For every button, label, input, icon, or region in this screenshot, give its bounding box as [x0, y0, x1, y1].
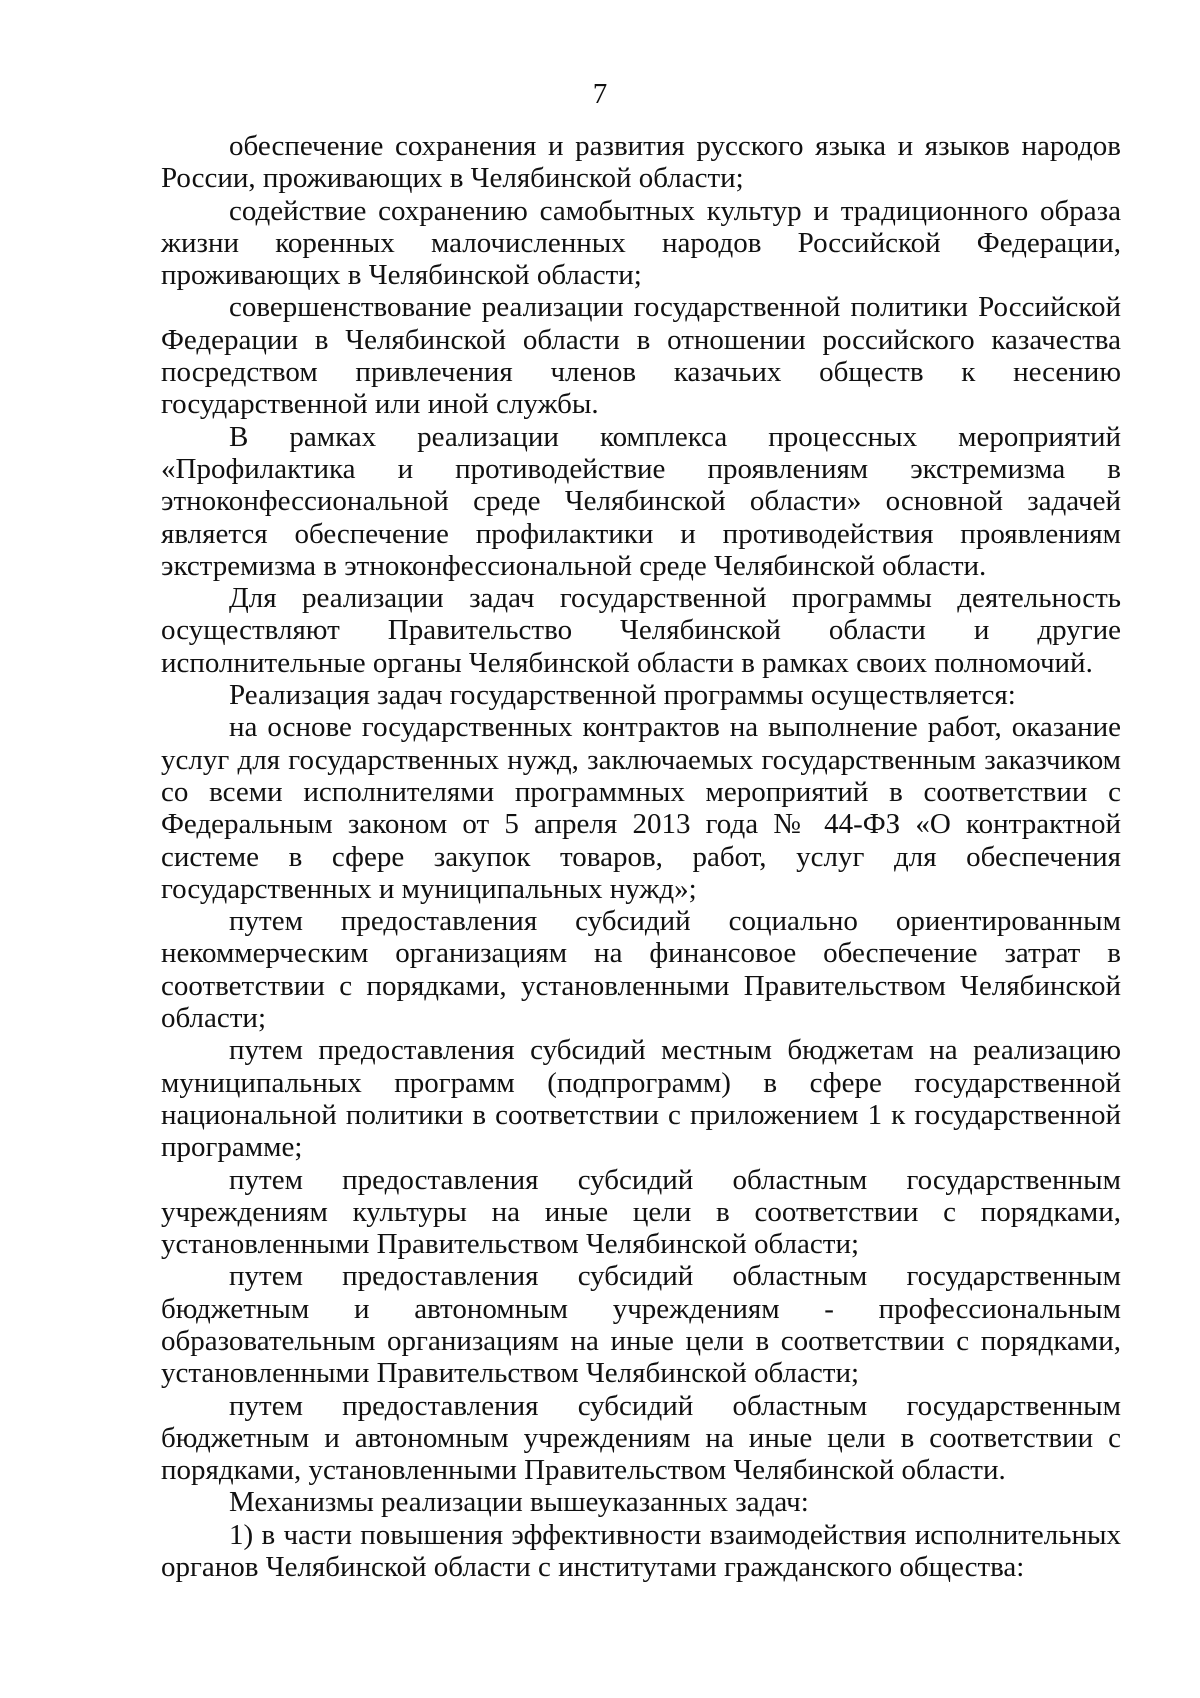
paragraph: путем предоставления субсидий областным государственным бюджетным и автономным учреждениям на иные цели в соответствии с порядками, установленными Правительством Челябинской области.: [161, 1389, 1121, 1487]
paragraph: на основе государственных контрактов на выполнение работ, оказание услуг для государственных нужд, заключаемых государственным заказчиком со всеми исполнителями программных мероприятий в соответствии с Федеральным законом от 5 апреля 2013 года № 44-ФЗ «О контрактной системе в сфере закупок товаров, работ, услуг для обеспечения государственных и муниципальных нужд»;: [161, 711, 1121, 905]
paragraph: совершенствование реализации государственной политики Российской Федерации в Челябинской области в отношении российского казачества посредством привлечения членов казачьих обществ к несению государственной или иной службы.: [161, 291, 1121, 421]
paragraph: Для реализации задач государственной программы деятельность осуществляют Правительство Челябинской области и другие исполнительные органы Челябинской области в рамках своих полномочий.: [161, 582, 1121, 679]
paragraph: путем предоставления субсидий местным бюджетам на реализацию муниципальных программ (подпрограмм) в сфере государственной национальной политики в соответствии с приложением 1 к государственной программе;: [161, 1034, 1121, 1164]
paragraph: путем предоставления субсидий областным государственным учреждениям культуры на иные цели в соответствии с порядками, установленными Правительством Челябинской области;: [161, 1163, 1121, 1261]
paragraph: путем предоставления субсидий социально ориентированным некоммерческим организациям на финансовое обеспечение затрат в соответствии с порядками, установленными Правительством Челябинской области;: [161, 905, 1121, 1035]
paragraph: В рамках реализации комплекса процессных мероприятий «Профилактика и противодействие проявлениям экстремизма в этноконфессиональной среде Челябинской области» основной задачей является обеспечение профилактики и противодействия проявлениям экстремизма в этноконфессиональной среде Челябинской области.: [161, 420, 1121, 582]
document-body: [161, 130, 1121, 1583]
page-number: 7: [592, 78, 608, 110]
paragraph: путем предоставления субсидий областным государственным бюджетным и автономным учреждениям - профессиональным образовательным организациям на иные цели в соответствии с порядками, установленными Правительством Челябинской области;: [161, 1260, 1121, 1390]
paragraph: 1) в части повышения эффективности взаимодействия исполнительных органов Челябинской области с институтами гражданского общества:: [161, 1518, 1121, 1584]
paragraph: Механизмы реализации вышеуказанных задач:: [229, 1486, 809, 1519]
paragraph: Реализация задач государственной программы осуществляется:: [229, 679, 1016, 712]
paragraph: содействие сохранению самобытных культур и традиционного образа жизни коренных малочисленных народов Российской Федерации, проживающих в Челябинской области;: [161, 194, 1121, 292]
paragraph: обеспечение сохранения и развития русского языка и языков народов России, проживающих в Челябинской области;: [161, 130, 1121, 195]
